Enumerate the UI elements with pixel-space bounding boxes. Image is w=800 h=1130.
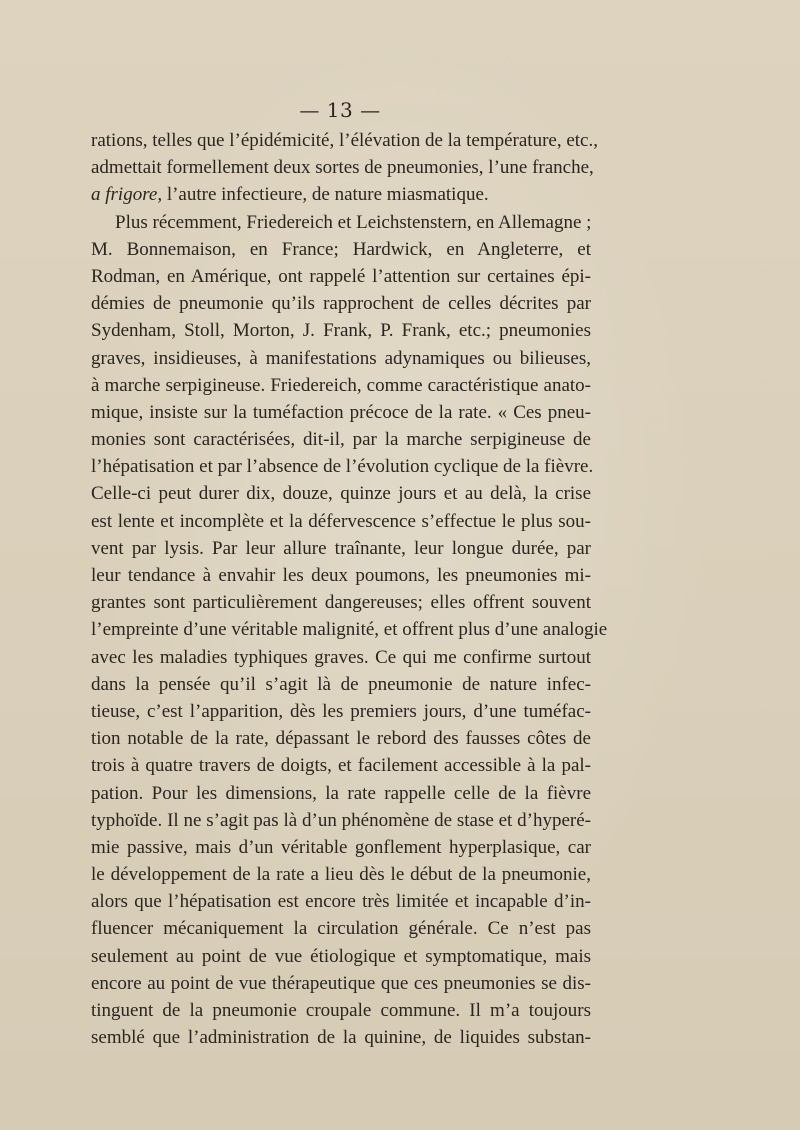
text-line: trois à quatre travers de doigts, et facilement accessible à la pal- — [91, 755, 591, 777]
text-line: est lente et incomplète et la défervescence s’effectue le plus sou- — [91, 510, 591, 532]
text-line: mie passive, mais d’un véritable gonflement hyperplasique, car — [91, 836, 591, 858]
page-number: — 13 — — [299, 98, 381, 122]
text-line: monies sont caractérisées, dit-il, par la marche serpigineuse de — [91, 429, 591, 451]
body-text — [91, 127, 608, 1051]
text-line: leur tendance à envahir les deux poumons, les pneumonies mi- — [91, 565, 591, 586]
text-line: Celle-ci peut durer dix, douze, quinze jours et au delà, la crise — [91, 483, 591, 505]
text-line: mique, insiste sur la tuméfaction précoce de la rate. « Ces pneu- — [91, 401, 591, 423]
text-line: Plus récemment, Friedereich et Leichstenstern, en Allemagne ; — [115, 211, 592, 233]
text-line: grantes sont particulièrement dangereuses; elles offrent souvent — [91, 592, 591, 614]
italic-phrase: a frigore, — [91, 184, 163, 206]
text-line: rations, telles que l’épidémicité, l’élévation de la température, etc., — [91, 130, 598, 151]
text-line: typhoïde. Il ne s’agit pas là d’un phénomène de stase et d’hyperé- — [91, 809, 591, 831]
text-line-rest: l’autre infectieure, de nature miasmatique. — [162, 184, 489, 206]
text-line: graves, insidieuses, à manifestations adynamiques ou bilieuses, — [91, 347, 591, 369]
text-line: l’hépatisation et par l’absence de l’évolution cyclique de la fièvre. — [91, 456, 594, 478]
text-line: seulement au point de vue étiologique et symptomatique, mais — [91, 945, 591, 967]
text-line: encore au point de vue thérapeutique que ces pneumonies se dis- — [91, 972, 591, 994]
text-line: le développement de la rate a lieu dès le début de la pneumonie, — [91, 864, 591, 886]
text-line: démies de pneumonie qu’ils rapprochent de celles décrites par — [91, 293, 591, 315]
text-line: avec les maladies typhiques graves. Ce qui me confirme surtout — [91, 646, 591, 668]
text-line: à marche serpigineuse. Friedereich, comme caractéristique anato- — [91, 374, 591, 396]
text-line: l’empreinte d’une véritable malignité, et offrent plus d’une analogie — [91, 619, 608, 641]
text-line: tinguent de la pneumonie croupale commune. Il m’a toujours — [91, 1000, 591, 1021]
text-line — [91, 181, 591, 208]
text-line: fluencer mécaniquement la circulation générale. Ce n’est pas — [91, 918, 591, 940]
text-line: semblé que l’administration de la quinine, de liquides substan- — [91, 1027, 591, 1049]
text-line: M. Bonnemaison, en France; Hardwick, en Angleterre, et — [91, 238, 591, 260]
text-line: vent par lysis. Par leur allure traînante, leur longue durée, par — [91, 537, 591, 559]
text-line: Rodman, en Amérique, ont rappelé l’attention sur certaines épi- — [91, 265, 591, 287]
text-line: admettait formellement deux sortes de pneumonies, l’une franche, — [91, 157, 594, 179]
text-line: tieuse, c’est l’apparition, dès les premiers jours, d’une tuméfac- — [91, 700, 591, 722]
text-line: alors que l’hépatisation est encore très limitée et incapable d’in- — [91, 891, 591, 913]
text-line: Sydenham, Stoll, Morton, J. Frank, P. Frank, etc.; pneumonies — [91, 320, 591, 342]
text-line: tion notable de la rate, dépassant le rebord des fausses côtes de — [91, 728, 591, 750]
text-line: dans la pensée qu’il s’agit là de pneumonie de nature infec- — [91, 673, 591, 695]
text-line: pation. Pour les dimensions, la rate rappelle celle de la fièvre — [91, 782, 591, 804]
